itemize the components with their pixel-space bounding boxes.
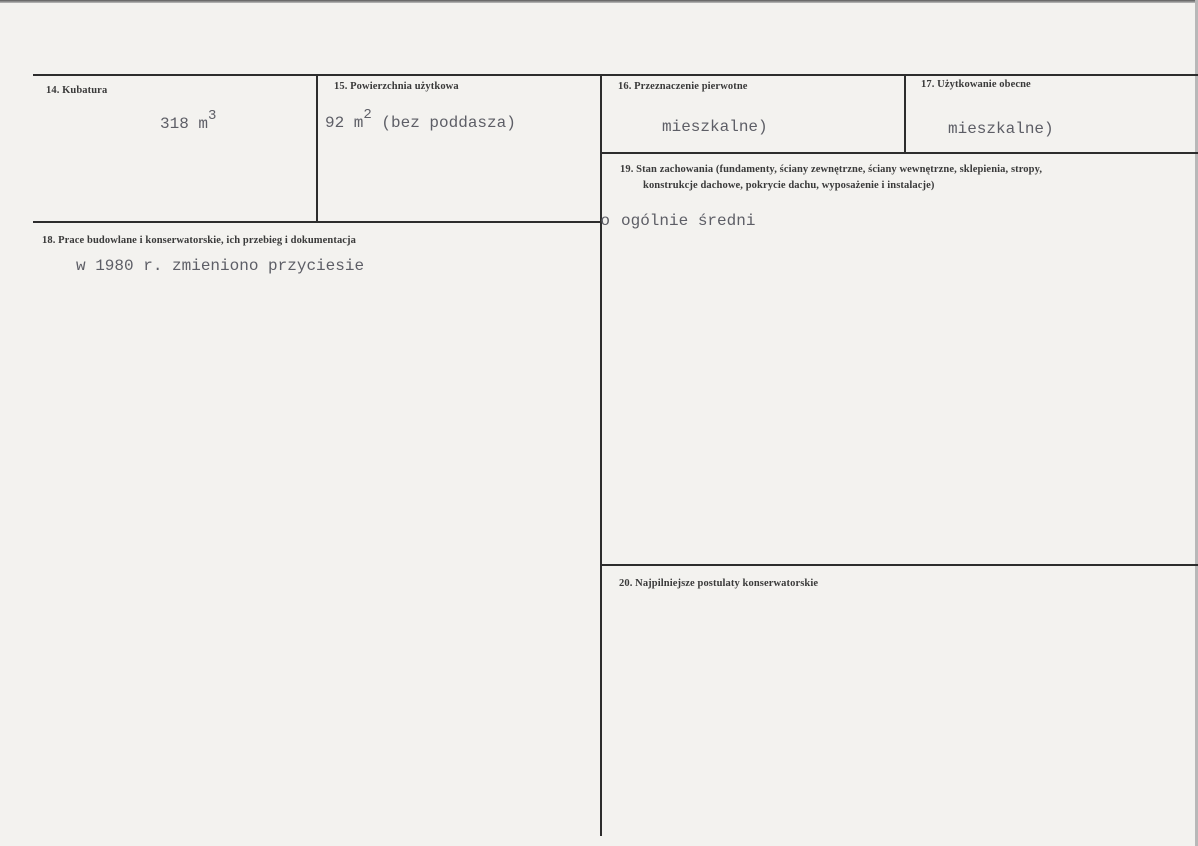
divider-f14-f15 bbox=[316, 74, 318, 223]
field-16-label: 16. Przeznaczenie pierwotne bbox=[618, 81, 748, 92]
field-20-label: 20. Najpilniejsze postulaty konserwatorskie bbox=[619, 578, 819, 589]
top-rule bbox=[33, 74, 1198, 76]
field-14-value bbox=[160, 108, 217, 133]
field-17-label: 17. Użytkowanie obecne bbox=[921, 79, 1031, 90]
field-19-value-prefix: o bbox=[600, 212, 610, 230]
field-19-value: ogólnie średni bbox=[621, 212, 756, 230]
field-19-label-line-1: 19. Stan zachowania (fundamenty, ściany zewnętrzne, ściany wewnętrzne, sklepienia, stropy, bbox=[620, 164, 1043, 175]
field-19-label-line-2: konstrukcje dachowe, pokrycie dachu, wyposażenie i instalacje) bbox=[643, 180, 935, 191]
field-15-value-pre: 92 m bbox=[325, 114, 364, 132]
card-top-edge bbox=[0, 0, 1198, 3]
divider-f16-f17 bbox=[904, 74, 906, 154]
field-16-value: mieszkalne) bbox=[662, 118, 768, 136]
field-14-superscript: 3 bbox=[208, 108, 217, 124]
field-14-label: 14. Kubatura bbox=[46, 85, 108, 96]
field-18-value: w 1980 r. zmieniono przyciesie bbox=[76, 257, 365, 275]
field-15-label: 15. Powierzchnia użytkowa bbox=[334, 81, 459, 92]
rule-under-f16-f17 bbox=[601, 152, 1198, 154]
field-15-value bbox=[325, 107, 516, 132]
field-18-label: 18. Prace budowlane i konserwatorskie, ich przebieg i dokumentacja bbox=[42, 235, 357, 246]
field-17-value: mieszkalne) bbox=[948, 120, 1054, 138]
main-column-divider bbox=[600, 74, 602, 836]
field-15-value-post: (bez poddasza) bbox=[371, 114, 516, 132]
field-15-superscript: 2 bbox=[363, 107, 372, 123]
rule-under-f19 bbox=[601, 564, 1198, 566]
rule-under-f14-f15 bbox=[33, 221, 603, 223]
field-14-value-text: 318 m bbox=[160, 115, 209, 133]
